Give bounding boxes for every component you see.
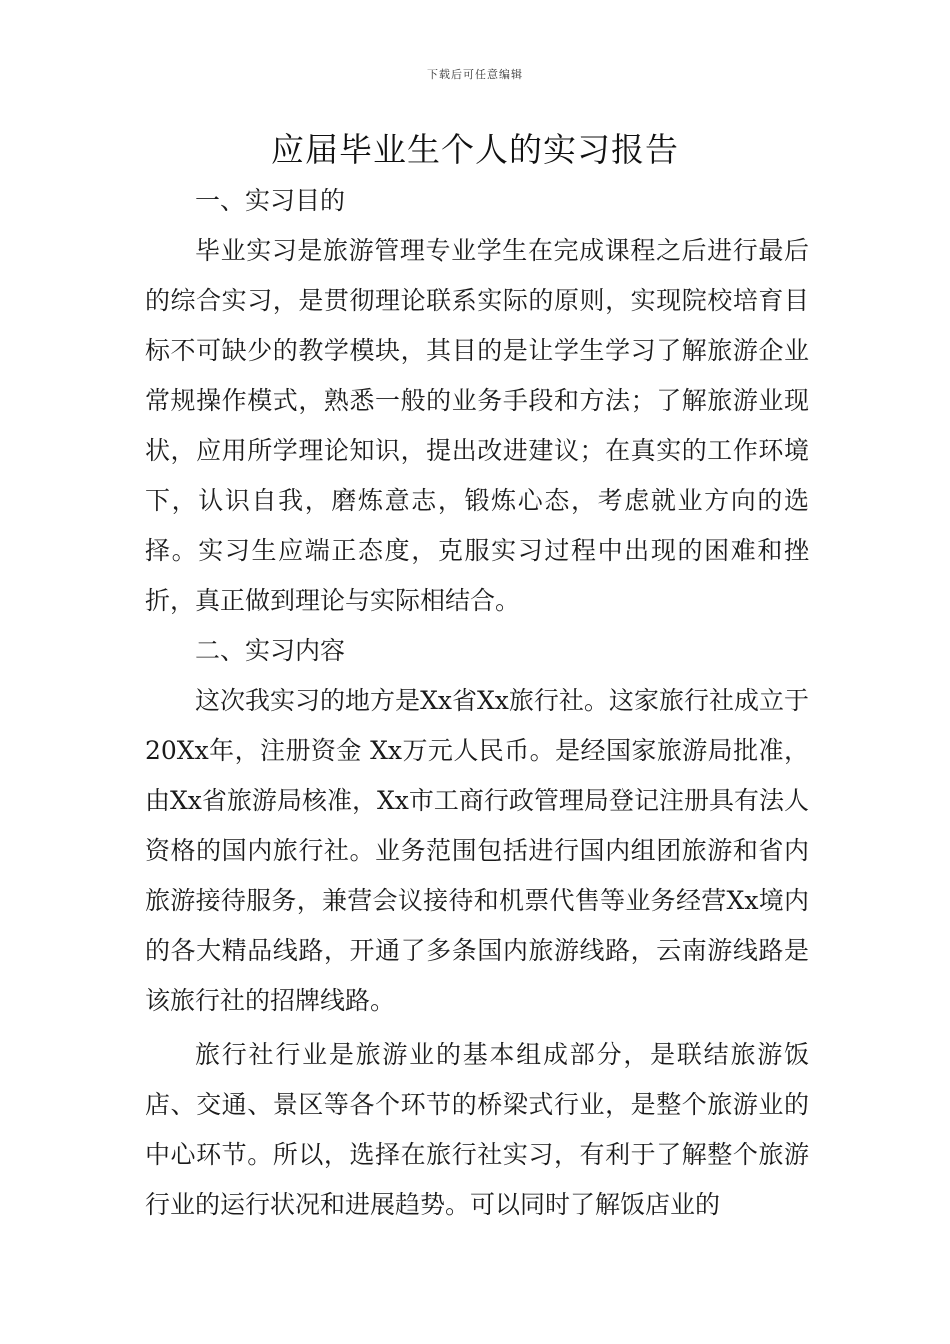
- paragraph-industry: 旅行社行业是旅游业的基本组成部分，是联结旅游饭店、交通、景区等各个环节的桥梁式行业，是整个旅游业的中心环节。所以，选择在旅行社实习，有利于了解整个旅游行业的运行状况和进展趋势。可以同时了解饭店业的: [145, 1040, 809, 1219]
- header-note: 下载后可任意编辑: [427, 68, 523, 81]
- section-heading-purpose: 一、实习目的: [195, 186, 346, 215]
- document-body: [145, 176, 809, 1230]
- paragraph-purpose: 毕业实习是旅游管理专业学生在完成课程之后进行最后的综合实习，是贯彻理论联系实际的原则，实现院校培育目标不可缺少的教学模块，其目的是让学生学习了解旅游企业常规操作模式，熟悉一般的业务手段和方法；了解旅游业现状，应用所学理论知识，提出改进建议；在真实的工作环境下，认识自我，磨炼意志，锻炼心态，考虑就业方向的选择。实习生应端正态度，克服实习过程中出现的困难和挫折，真正做到理论与实际相结合。: [145, 236, 809, 615]
- section-heading-content: 二、实习内容: [195, 636, 346, 665]
- paragraph-company-intro: 这次我实习的地方是Xx省Xx旅行社。这家旅行社成立于20Xx年，注册资金 Xx万元人民币。是经国家旅游局批准，由Xx省旅游局核准，Xx市工商行政管理局登记注册具有法人资格的国内旅行社。业务范围包括进行国内组团旅游和省内旅游接待服务，兼营会议接待和机票代售等业务经营Xx境内的各大精品线路，开通了多条国内旅游线路，云南游线路是该旅行社的招牌线路。: [145, 686, 809, 1015]
- document-title: 应届毕业生个人的实习报告: [271, 130, 679, 169]
